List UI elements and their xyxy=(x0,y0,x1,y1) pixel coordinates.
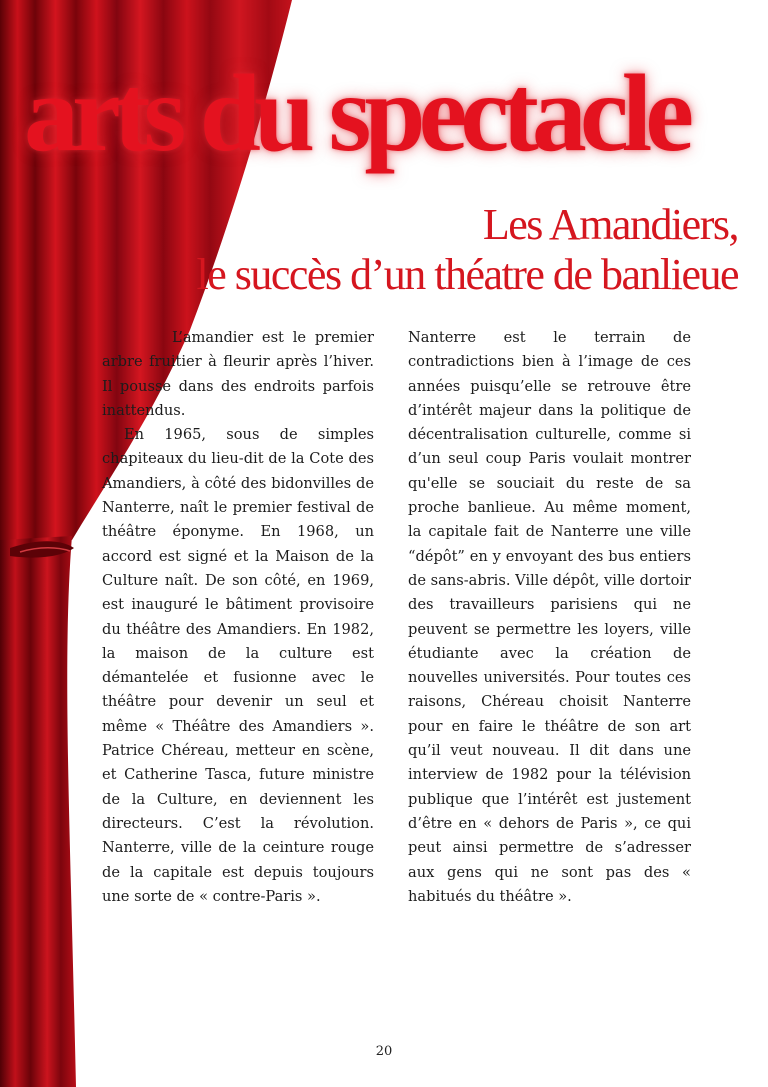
section-title: arts du spectacle xyxy=(24,52,688,174)
intro-paragraph: L’amandier est le premier arbre fruitier à fleurir après l’hiver. Il pousse dans des endroits parfois inattendus. xyxy=(102,329,374,419)
subtitle-line-1: Les Amandiers, xyxy=(482,200,738,249)
article-subtitle xyxy=(197,200,739,300)
subtitle-line-2: le succès d’un théatre de banlieue xyxy=(196,250,738,299)
article-column-left xyxy=(102,326,374,909)
article-column-right xyxy=(408,326,691,909)
body-paragraph: Nanterre est le terrain de contradictions bien à l’image de ces années puisqu’elle se retrouve être d’intérêt majeur dans la politique de décentralisation culturelle, comme si d’un seul coup Paris voulait montrer qu'elle se souciait du reste de sa proche banlieue. Au même moment, la capitale fait de Nanterre une ville “dépôt” en y envoyant des bus entiers de sans-abris. Ville dépôt, ville dortoir des travailleurs parisiens qui ne peuvent se permettre les loyers, ville étudiante avec la création de nouvelles universités. Pour toutes ces raisons, Chéreau choisit Nanterre pour en faire le théâtre de son art qu’il veut nouveau. Il dit dans une interview de 1982 pour la télévision publique que l’intérêt est justement d’être en « dehors de Paris », ce qui peut ainsi permettre de s’adresser aux gens qui ne sont pas des « habitués du théâtre ». xyxy=(408,329,691,905)
page-number: 20 xyxy=(375,1044,393,1059)
body-paragraph: En 1965, sous de simples chapiteaux du lieu-dit de la Cote des Amandiers, à côté des bidonvilles de Nanterre, naît le premier festival de théâtre éponyme. En 1968, un accord est signé et la Maison de la Culture naît. De son côté, en 1969, est inauguré le bâtiment provisoire du théâtre des Amandiers. En 1982, la maison de la culture est démantelée et fusionne avec le théâtre pour devenir un seul et même « Théâtre des Amandiers ». Patrice Chéreau, metteur en scène, et Catherine Tasca, future ministre de la Culture, en deviennent les directeurs. C’est la révolution. Nanterre, ville de la ceinture rouge de la capitale est depuis toujours une sorte de « contre-Paris ». xyxy=(102,426,374,905)
